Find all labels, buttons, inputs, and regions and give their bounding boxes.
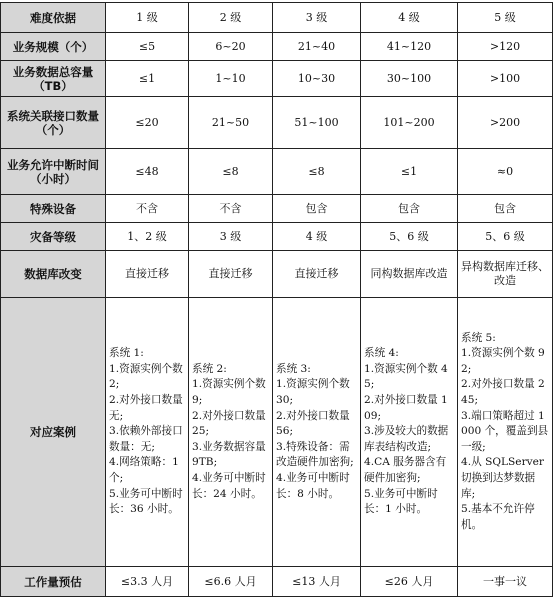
level-header: 4 级 <box>361 3 458 33</box>
table-cell: 3 级 <box>189 223 273 251</box>
level-header: 5 级 <box>458 3 553 33</box>
header-row <box>1 3 553 33</box>
level-header: 2 级 <box>189 3 273 33</box>
table-cell: ≈0 <box>458 149 553 195</box>
case-line: 系统 3: <box>276 362 311 375</box>
table-cell: 包含 <box>273 195 361 223</box>
table-cell: 包含 <box>361 195 458 223</box>
case-line: 5.业务可中断时长：36 小时。 <box>109 487 183 516</box>
table-cell: 异构数据库迁移、改造 <box>458 251 553 298</box>
case-cell <box>189 298 273 567</box>
case-line: 2.对外接口数量 109; <box>364 394 448 422</box>
table-container <box>0 2 553 597</box>
case-line: 4.业务可中断时长：8 小时。 <box>276 471 350 500</box>
table-cell: 不含 <box>189 195 273 223</box>
case-line: 2.对外接口数量无; <box>109 394 183 422</box>
table-cell: ≤6.6 人月 <box>189 567 273 597</box>
table-cell: 1~10 <box>189 61 273 97</box>
row-label: 系统关联接口数量（个） <box>1 97 106 149</box>
table-cell: ≤3.3 人月 <box>106 567 189 597</box>
table-cell: 101~200 <box>361 97 458 149</box>
table-cell: >200 <box>458 97 553 149</box>
case-line: 系统 2: <box>192 362 227 375</box>
table-cell: 同构数据库改造 <box>361 251 458 298</box>
table-cell: 直接迁移 <box>189 251 273 298</box>
case-line: 4.CA 服务器含有硬件加密狗; <box>364 456 447 484</box>
table-row <box>1 33 553 61</box>
table-cell: 1、2 级 <box>106 223 189 251</box>
case-line: 5.业务可中断时长：1 小时。 <box>364 487 438 516</box>
table-cell: 5、6 级 <box>458 223 553 251</box>
table-cell: 21~50 <box>189 97 273 149</box>
case-line: 4.业务可中断时长：24 小时。 <box>192 471 266 500</box>
table-cell: 10~30 <box>273 61 361 97</box>
table-cell: >120 <box>458 33 553 61</box>
case-line: 3.业务数据容量 9TB; <box>192 440 266 469</box>
table-row <box>1 223 553 251</box>
row-label: 数据库改变 <box>1 251 106 298</box>
case-line: 2.对外接口数量 25; <box>192 409 266 438</box>
row-label: 业务规模（个） <box>1 33 106 61</box>
table-cell: ≤8 <box>189 149 273 195</box>
case-line: 1.资源实例个数 9; <box>192 378 266 407</box>
level-header: 3 级 <box>273 3 361 33</box>
case-cell <box>458 298 553 567</box>
case-cell <box>273 298 361 567</box>
table-row <box>1 251 553 298</box>
table-row <box>1 61 553 97</box>
table-cell: 直接迁移 <box>273 251 361 298</box>
table-row <box>1 149 553 195</box>
row-label: 对应案例 <box>1 298 106 567</box>
table-cell: ≤26 人月 <box>361 567 458 597</box>
case-cell <box>106 298 189 567</box>
table-cell: ≤5 <box>106 33 189 61</box>
case-line: 3.涉及较大的数据库表结构改造; <box>364 425 449 453</box>
table-cell: ≤20 <box>106 97 189 149</box>
table-cell: 41~120 <box>361 33 458 61</box>
case-line: 1.资源实例个数 2; <box>109 362 183 391</box>
case-line: 4.从 SQLServer 切换到达梦数据库; <box>461 456 544 500</box>
case-line: 1.资源实例个数 30; <box>276 378 350 407</box>
cases-row <box>1 298 553 567</box>
case-line: 3.端口策略超过 1000 个，覆盖到县一级; <box>461 409 549 453</box>
level-header: 1 级 <box>106 3 189 33</box>
table-cell: 一事一议 <box>458 567 553 597</box>
table-cell: 21~40 <box>273 33 361 61</box>
table-cell: 6~20 <box>189 33 273 61</box>
case-line: 1.资源实例个数 45; <box>364 362 448 391</box>
table-cell: >100 <box>458 61 553 97</box>
row-label: 工作量预估 <box>1 567 106 597</box>
case-line: 3.依赖外部接口数量：无; <box>109 425 183 453</box>
table-cell: ≤1 <box>361 149 458 195</box>
table-cell: ≤1 <box>106 61 189 97</box>
case-line: 系统 5: <box>461 331 496 344</box>
case-line: 2.对外接口数量 245; <box>461 378 545 407</box>
case-line: 系统 1: <box>109 347 144 360</box>
row-label: 特殊设备 <box>1 195 106 223</box>
case-line: 5.基本不允许停机。 <box>461 503 535 531</box>
row-label: 灾备等级 <box>1 223 106 251</box>
table-row <box>1 195 553 223</box>
workload-row <box>1 567 553 597</box>
table-cell: ≤48 <box>106 149 189 195</box>
case-line: 1.资源实例个数 92; <box>461 347 545 375</box>
case-cell <box>361 298 458 567</box>
difficulty-table <box>0 2 553 597</box>
table-cell: 4 级 <box>273 223 361 251</box>
table-row <box>1 97 553 149</box>
row-label: 业务允许中断时间（小时） <box>1 149 106 195</box>
table-cell: 51~100 <box>273 97 361 149</box>
row-label: 业务数据总容量（TB） <box>1 61 106 97</box>
case-line: 系统 4: <box>364 347 399 360</box>
case-line: 2.对外接口数量 56; <box>276 409 350 438</box>
table-cell: ≤13 人月 <box>273 567 361 597</box>
case-line: 4.网络策略：1 个; <box>109 456 179 484</box>
table-cell: 包含 <box>458 195 553 223</box>
table-cell: 30~100 <box>361 61 458 97</box>
table-cell: 5、6 级 <box>361 223 458 251</box>
header-label: 难度依据 <box>1 3 106 33</box>
table-cell: 直接迁移 <box>106 251 189 298</box>
table-cell: 不含 <box>106 195 189 223</box>
case-line: 3.特殊设备：需改造硬件加密狗; <box>276 440 354 469</box>
table-cell: ≤8 <box>273 149 361 195</box>
